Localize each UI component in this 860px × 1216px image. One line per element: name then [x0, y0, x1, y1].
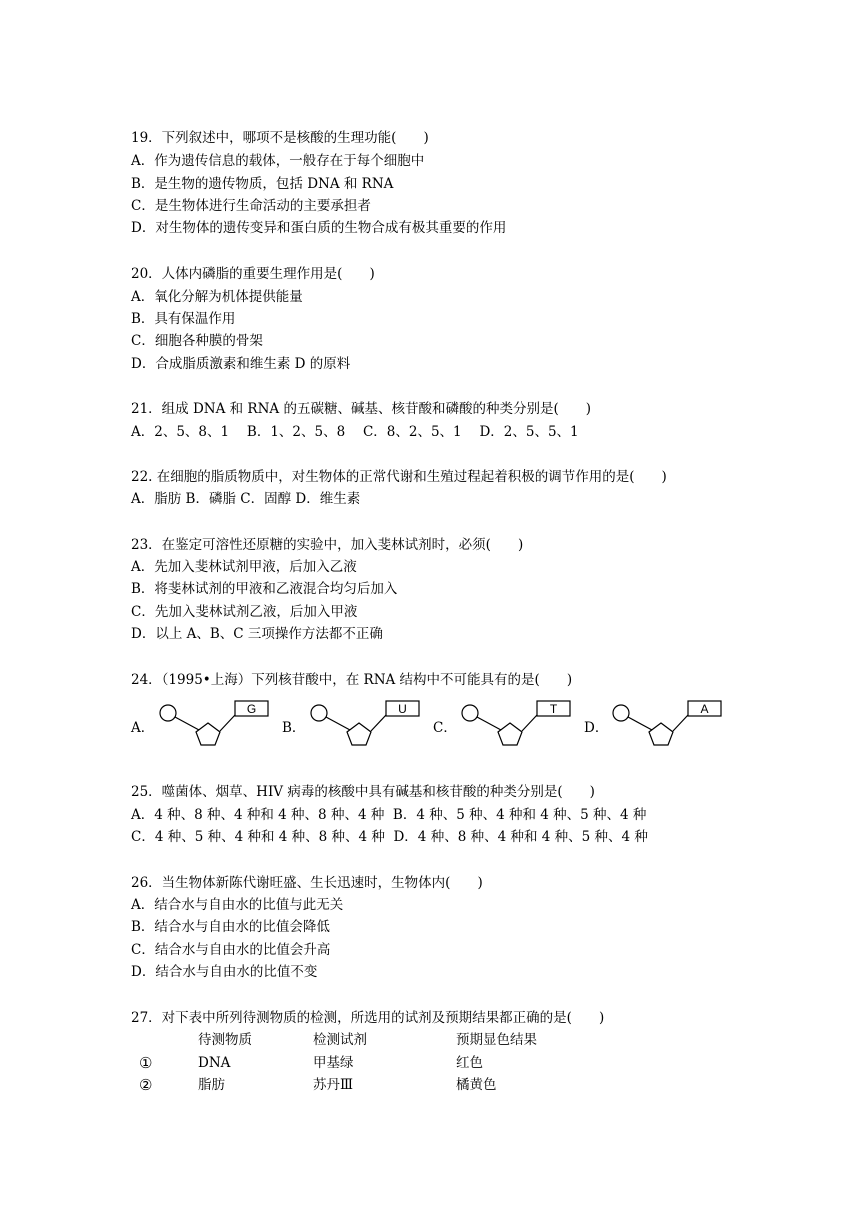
question-27-stem: 27．对下表中所列待测物质的检测，所选用的试剂及预期结果都正确的是( ) — [131, 1010, 605, 1026]
nucleotide-diagram-icon — [606, 698, 726, 748]
question-20-option-b: B．具有保温作用 — [131, 311, 236, 327]
question-23-option-b: B．将斐林试剂的甲液和乙液混合均匀后加入 — [131, 581, 398, 597]
table-header: 待测物质 — [198, 1032, 252, 1048]
question-20-stem: 20．人体内磷脂的重要生理作用是( ) — [131, 266, 375, 282]
question-21-options: A．2、5、8、1 B．1、2、5、8 C．8、2、5、1 D．2、5、5、1 — [131, 424, 579, 440]
table-cell: 苏丹Ⅲ — [313, 1077, 354, 1093]
table-cell: 甲基绿 — [313, 1055, 354, 1071]
question-19-stem: 19．下列叙述中，哪项不是核酸的生理功能( ) — [131, 130, 429, 146]
question-26-option-d: D．结合水与自由水的比值不变 — [131, 964, 318, 980]
nucleotide-diagram-icon — [153, 698, 273, 748]
question-23-stem: 23．在鉴定可溶性还原糖的实验中，加入斐林试剂时，必须( ) — [131, 537, 524, 553]
question-20-option-d: D．合成脂质激素和维生素 D 的原料 — [131, 356, 351, 372]
base-letter: T — [549, 702, 558, 716]
nucleotide-options — [131, 698, 731, 748]
question-22-stem: 22. 在细胞的脂质物质中，对生物体的正常代谢和生殖过程起着积极的调节作用的是( ) — [131, 469, 667, 485]
nucleotide-diagram-icon — [455, 698, 575, 748]
question-21-stem: 21．组成 DNA 和 RNA 的五碳糖、碱基、核苷酸和磷酸的种类分别是( ) — [131, 401, 591, 417]
question-19-option-b: B．是生物的遗传物质，包括 DNA 和 RNA — [131, 176, 394, 192]
table-cell: ② — [139, 1076, 153, 1094]
base-letter: A — [700, 702, 709, 716]
question-23-option-c: C．先加入斐林试剂乙液，后加入甲液 — [131, 604, 358, 620]
table-cell: 橘黄色 — [456, 1077, 497, 1093]
question-24-stem: 24．（1995•上海）下列核苷酸中，在 RNA 结构中不可能具有的是( ) — [131, 672, 573, 688]
question-19-option-c: C．是生物体进行生命活动的主要承担者 — [131, 198, 371, 214]
table-cell: 红色 — [456, 1055, 483, 1071]
nucleotide-option-label: D． — [584, 720, 609, 736]
table-header: 检测试剂 — [313, 1032, 367, 1048]
question-26-option-c: C．结合水与自由水的比值会升高 — [131, 942, 331, 958]
table-cell: ① — [139, 1054, 153, 1072]
question-20-option-c: C．细胞各种膜的骨架 — [131, 333, 263, 349]
question-23-option-a: A．先加入斐林试剂甲液，后加入乙液 — [131, 559, 357, 575]
nucleotide-option-label: B． — [282, 720, 306, 736]
question-19-option-a: A．作为遗传信息的载体，一般存在于每个细胞中 — [131, 153, 425, 169]
table-cell: 脂肪 — [198, 1077, 225, 1093]
table-cell: DNA — [198, 1055, 231, 1071]
table-header: 预期显色结果 — [456, 1032, 537, 1048]
nucleotide-diagram-icon — [304, 698, 424, 748]
question-26-stem: 26．当生物体新陈代谢旺盛、生长迅速时，生物体内( ) — [131, 875, 483, 891]
question-23-option-d: D．以上 A、B、C 三项操作方法都不正确 — [131, 626, 383, 642]
base-letter: U — [398, 702, 407, 716]
question-25-options-cd: C．4 种、5 种、4 种和 4 种、8 种、4 种 D．4 种、8 种、4 种和 4 种、5 种、4 种 — [131, 829, 648, 845]
nucleotide-option-label: C． — [433, 720, 457, 736]
question-26-option-a: A．结合水与自由水的比值与此无关 — [131, 897, 344, 913]
question-25-options-ab: A．4 种、8 种、4 种和 4 种、8 种、4 种 B．4 种、5 种、4 种和 4 种、5 种、4 种 — [131, 807, 647, 823]
question-26-option-b: B．结合水与自由水的比值会降低 — [131, 919, 330, 935]
question-19-option-d: D．对生物体的遗传变异和蛋白质的生物合成有极其重要的作用 — [131, 220, 507, 236]
question-20-option-a: A．氧化分解为机体提供能量 — [131, 289, 303, 305]
nucleotide-option-label: A． — [131, 720, 155, 736]
base-letter: G — [246, 702, 257, 716]
question-25-stem: 25．噬菌体、烟草、HIV 病毒的核酸中具有碱基和核苷酸的种类分别是( ) — [131, 784, 595, 800]
question-22-options: A．脂肪 B．磷脂 C．固醇 D．维生素 — [131, 491, 361, 507]
